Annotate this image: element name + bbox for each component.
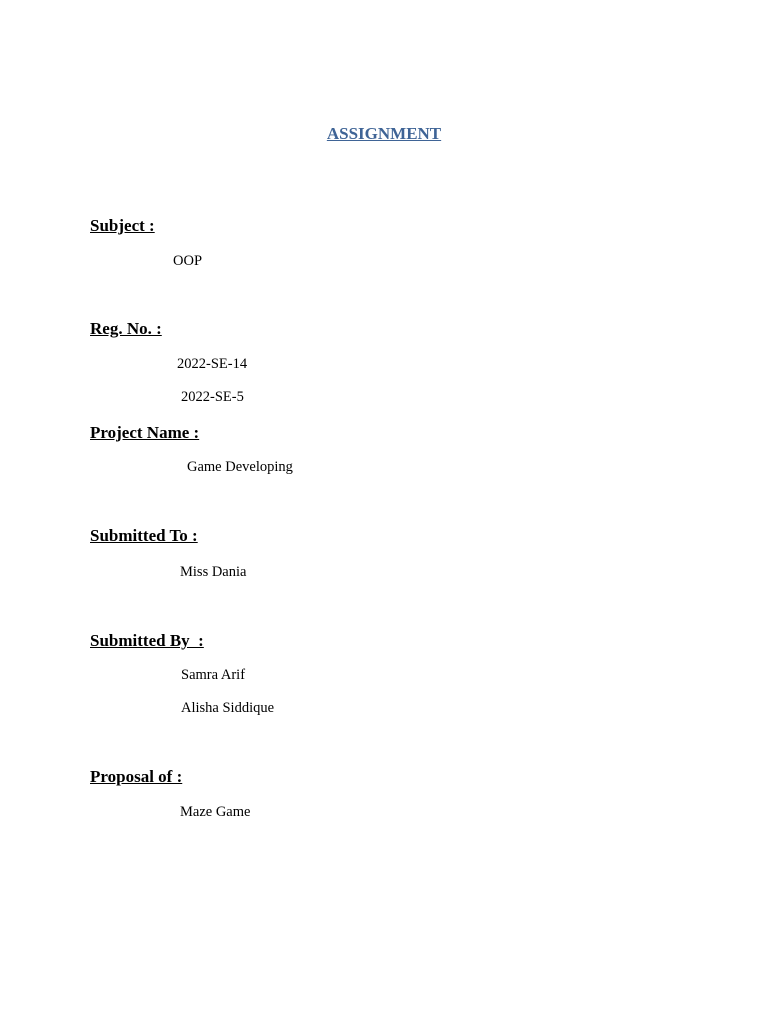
submitted-to-value: Miss Dania bbox=[180, 564, 247, 580]
project-name-value: Game Developing bbox=[187, 459, 293, 475]
submitted-to-heading: Submitted To : bbox=[90, 526, 198, 545]
submitted-by-value-1: Samra Arif bbox=[181, 667, 246, 683]
reg-no-value-2: 2022-SE-5 bbox=[181, 389, 244, 405]
proposal-of-heading: Proposal of : bbox=[90, 767, 183, 786]
document-title: ASSIGNMENT bbox=[326, 124, 442, 143]
submitted-by-value-2: Alisha Siddique bbox=[181, 700, 275, 716]
subject-value: OOP bbox=[173, 253, 203, 269]
reg-no-value-1: 2022-SE-14 bbox=[177, 356, 248, 372]
proposal-of-value: Maze Game bbox=[180, 804, 251, 820]
submitted-by-heading: Submitted By : bbox=[90, 631, 204, 650]
reg-no-heading: Reg. No. : bbox=[90, 319, 162, 338]
subject-heading: Subject : bbox=[90, 216, 155, 235]
project-name-heading: Project Name : bbox=[90, 423, 200, 442]
